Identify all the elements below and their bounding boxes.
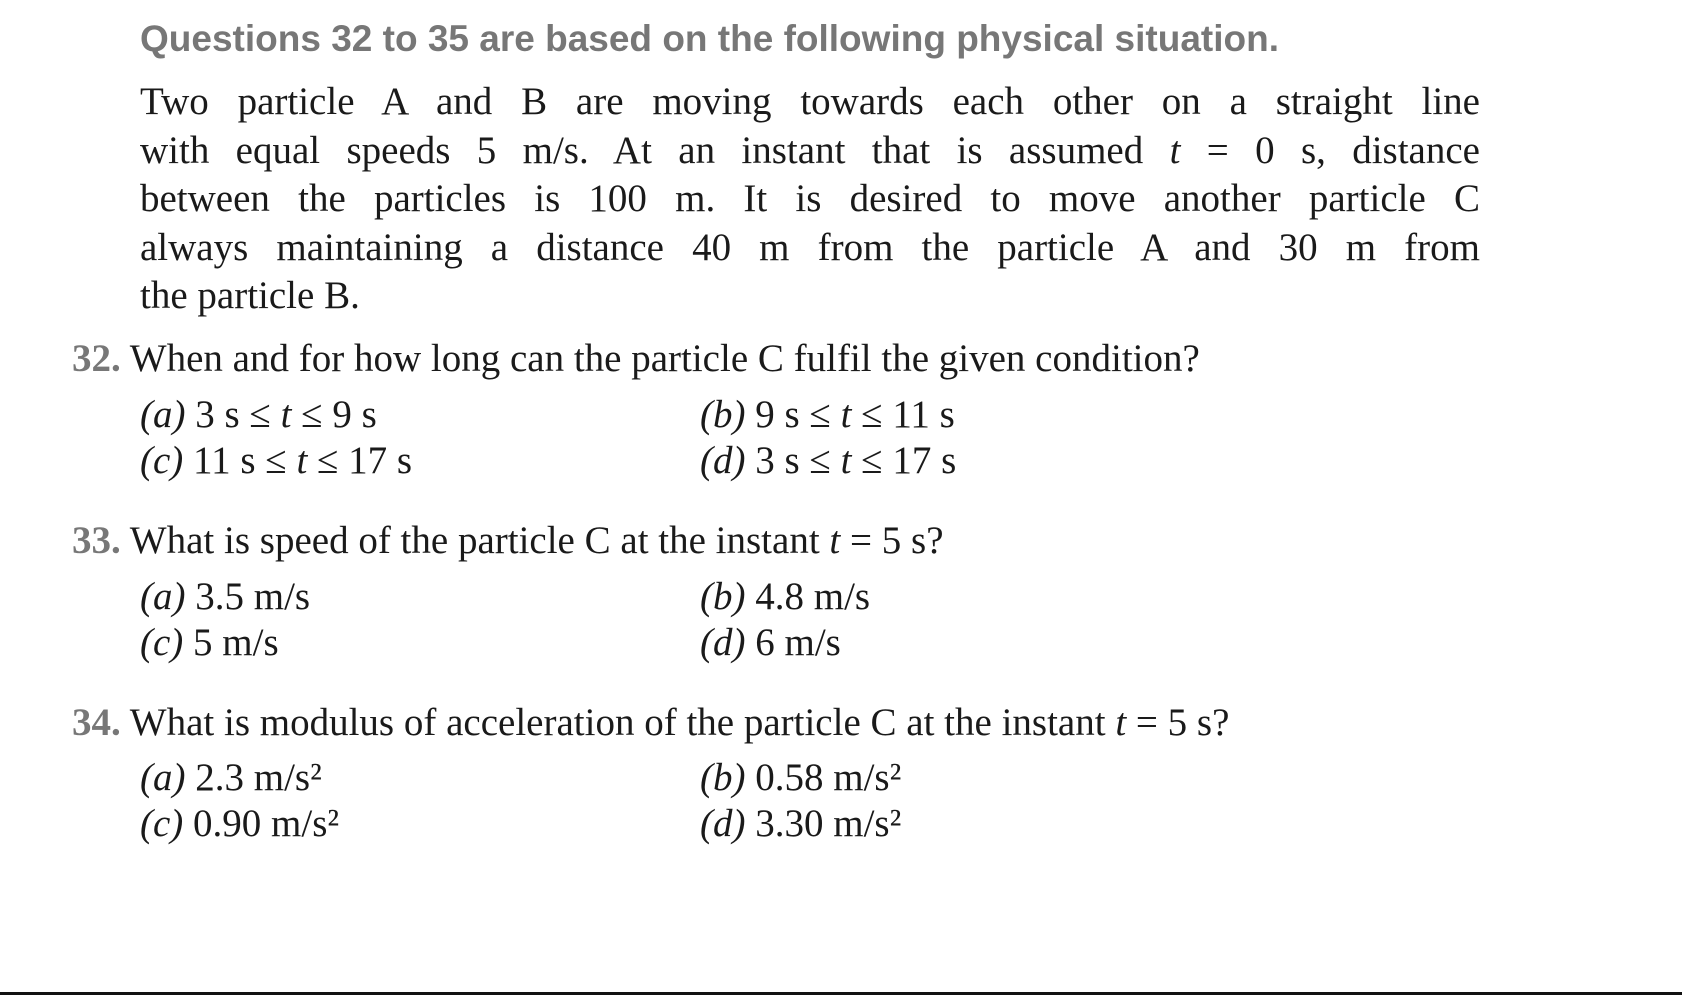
- option-text: 2.3 m/s²: [195, 756, 322, 799]
- option-text: 5 m/s: [193, 621, 279, 664]
- passage-text: [140, 78, 1480, 321]
- option-34-c: [140, 801, 339, 846]
- passage-line: the particle B.: [140, 274, 360, 317]
- option-label: (c): [140, 621, 184, 664]
- option-text: 3.30 m/s²: [755, 802, 902, 845]
- option-label: (a): [140, 393, 186, 436]
- option-32-a: [140, 392, 377, 437]
- question-33: [72, 518, 944, 563]
- option-33-b: [700, 574, 870, 619]
- passage-line: with equal speeds 5 m/s. At an instant that is assumed t = 0 s, distance: [140, 128, 1480, 172]
- option-text: 6 m/s: [755, 621, 841, 664]
- option-text: 3 s ≤ t ≤ 17 s: [755, 439, 957, 482]
- passage-line: Two particle A and B are moving towards each other on a straight line: [140, 80, 1480, 123]
- question-text: When and for how long can the particle C fulfil the given condition?: [129, 337, 1200, 380]
- option-label: (d): [700, 621, 746, 664]
- option-32-c: [140, 438, 412, 483]
- question-number: 33.: [72, 519, 121, 562]
- question-text: What is speed of the particle C at the instant t = 5 s?: [129, 519, 944, 562]
- option-label: (b): [700, 393, 746, 436]
- option-label: (b): [700, 756, 746, 799]
- option-33-d: [700, 620, 841, 665]
- question-32: [72, 336, 1200, 381]
- section-heading: Questions 32 to 35 are based on the following physical situation.: [140, 18, 1279, 59]
- option-34-d: [700, 801, 901, 846]
- option-32-d: [700, 438, 956, 483]
- option-text: 0.90 m/s²: [193, 802, 340, 845]
- option-34-a: [140, 755, 322, 800]
- option-text: 0.58 m/s²: [755, 756, 902, 799]
- question-34: [72, 700, 1229, 745]
- passage-line: always maintaining a distance 40 m from the particle A and 30 m from: [140, 225, 1480, 269]
- option-text: 9 s ≤ t ≤ 11 s: [755, 393, 955, 436]
- option-label: (a): [140, 575, 186, 618]
- option-label: (c): [140, 802, 184, 845]
- option-label: (c): [140, 439, 184, 482]
- option-text: 4.8 m/s: [755, 575, 871, 618]
- option-text: 3 s ≤ t ≤ 9 s: [195, 393, 377, 436]
- passage-line: between the particles is 100 m. It is desired to move another particle C: [140, 177, 1480, 220]
- option-33-c: [140, 620, 279, 665]
- option-34-b: [700, 755, 901, 800]
- option-label: (d): [700, 439, 746, 482]
- option-text: 11 s ≤ t ≤ 17 s: [193, 439, 413, 482]
- bottom-rule: [0, 992, 1682, 995]
- question-number: 34.: [72, 701, 121, 744]
- option-label: (d): [700, 802, 746, 845]
- question-text: What is modulus of acceleration of the particle C at the instant t = 5 s?: [129, 701, 1230, 744]
- option-32-b: [700, 392, 955, 437]
- option-33-a: [140, 574, 310, 619]
- option-text: 3.5 m/s: [195, 575, 311, 618]
- question-number: 32.: [72, 337, 121, 380]
- option-label: (a): [140, 756, 186, 799]
- option-label: (b): [700, 575, 746, 618]
